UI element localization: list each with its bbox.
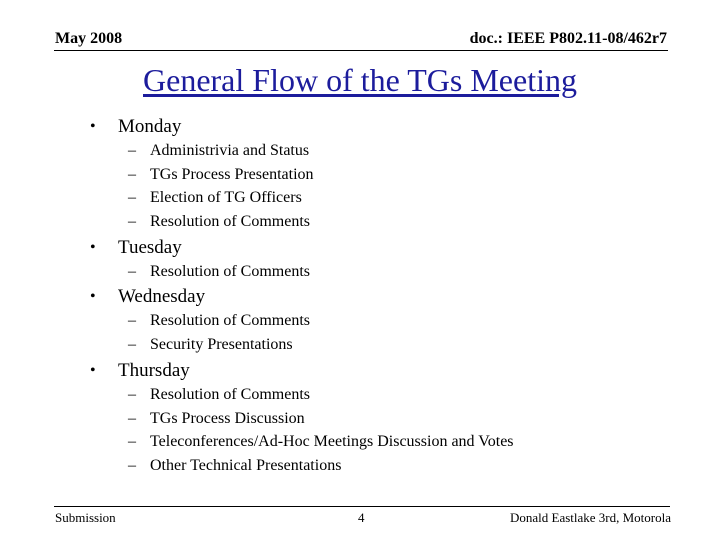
- dash-icon: –: [128, 142, 136, 159]
- bullet-icon: •: [90, 288, 96, 306]
- dash-icon: –: [128, 213, 136, 231]
- bullet-icon: •: [90, 361, 96, 379]
- list-item: – TGs Process Presentation: [128, 165, 314, 183]
- list-item: – Election of TG Officers: [128, 189, 302, 207]
- dash-icon: –: [128, 409, 136, 427]
- dash-icon: –: [128, 165, 136, 183]
- list-item: – Resolution of Comments: [128, 312, 310, 330]
- day-wednesday: [90, 286, 690, 312]
- footer-author: Donald Eastlake 3rd, Motorola: [509, 510, 671, 525]
- bullet-icon: •: [90, 238, 96, 256]
- dash-icon: –: [128, 385, 136, 403]
- day-tuesday: [90, 237, 690, 263]
- list-item: – Administrivia and Status: [128, 142, 310, 159]
- day-label: Monday: [118, 116, 182, 137]
- dash-icon: –: [128, 433, 136, 451]
- list-item: – TGs Process Discussion: [128, 409, 305, 427]
- footer-divider: [54, 506, 670, 507]
- day-label: Wednesday: [118, 286, 206, 308]
- day-thursday: [90, 360, 690, 386]
- dash-icon: –: [128, 262, 136, 280]
- list-item: – Other Technical Presentations: [128, 456, 342, 474]
- list-item: – Resolution of Comments: [128, 262, 310, 280]
- list-item: – Resolution of Comments: [128, 385, 310, 403]
- bullet-icon: •: [90, 118, 96, 135]
- footer-submission: Submission: [55, 510, 116, 525]
- header-date: May 2008: [55, 30, 123, 47]
- day-monday: [90, 116, 690, 142]
- slide-title: General Flow of the TGs Meeting: [143, 62, 577, 98]
- dash-icon: –: [128, 336, 136, 354]
- dash-icon: –: [128, 312, 136, 330]
- day-label: Tuesday: [118, 236, 182, 258]
- list-item: – Teleconferences/Ad-Hoc Meetings Discussion and Votes: [128, 433, 514, 451]
- dash-icon: –: [128, 456, 136, 474]
- header-doc-id: doc.: IEEE P802.11-08/462r7: [469, 30, 667, 47]
- header-divider: [54, 50, 668, 51]
- list-item: – Security Presentations: [128, 336, 293, 354]
- dash-icon: –: [128, 189, 136, 207]
- day-label: Thursday: [118, 359, 190, 381]
- page-number: 4: [358, 510, 365, 525]
- slide-body: [90, 116, 690, 481]
- list-item: – Resolution of Comments: [128, 213, 310, 231]
